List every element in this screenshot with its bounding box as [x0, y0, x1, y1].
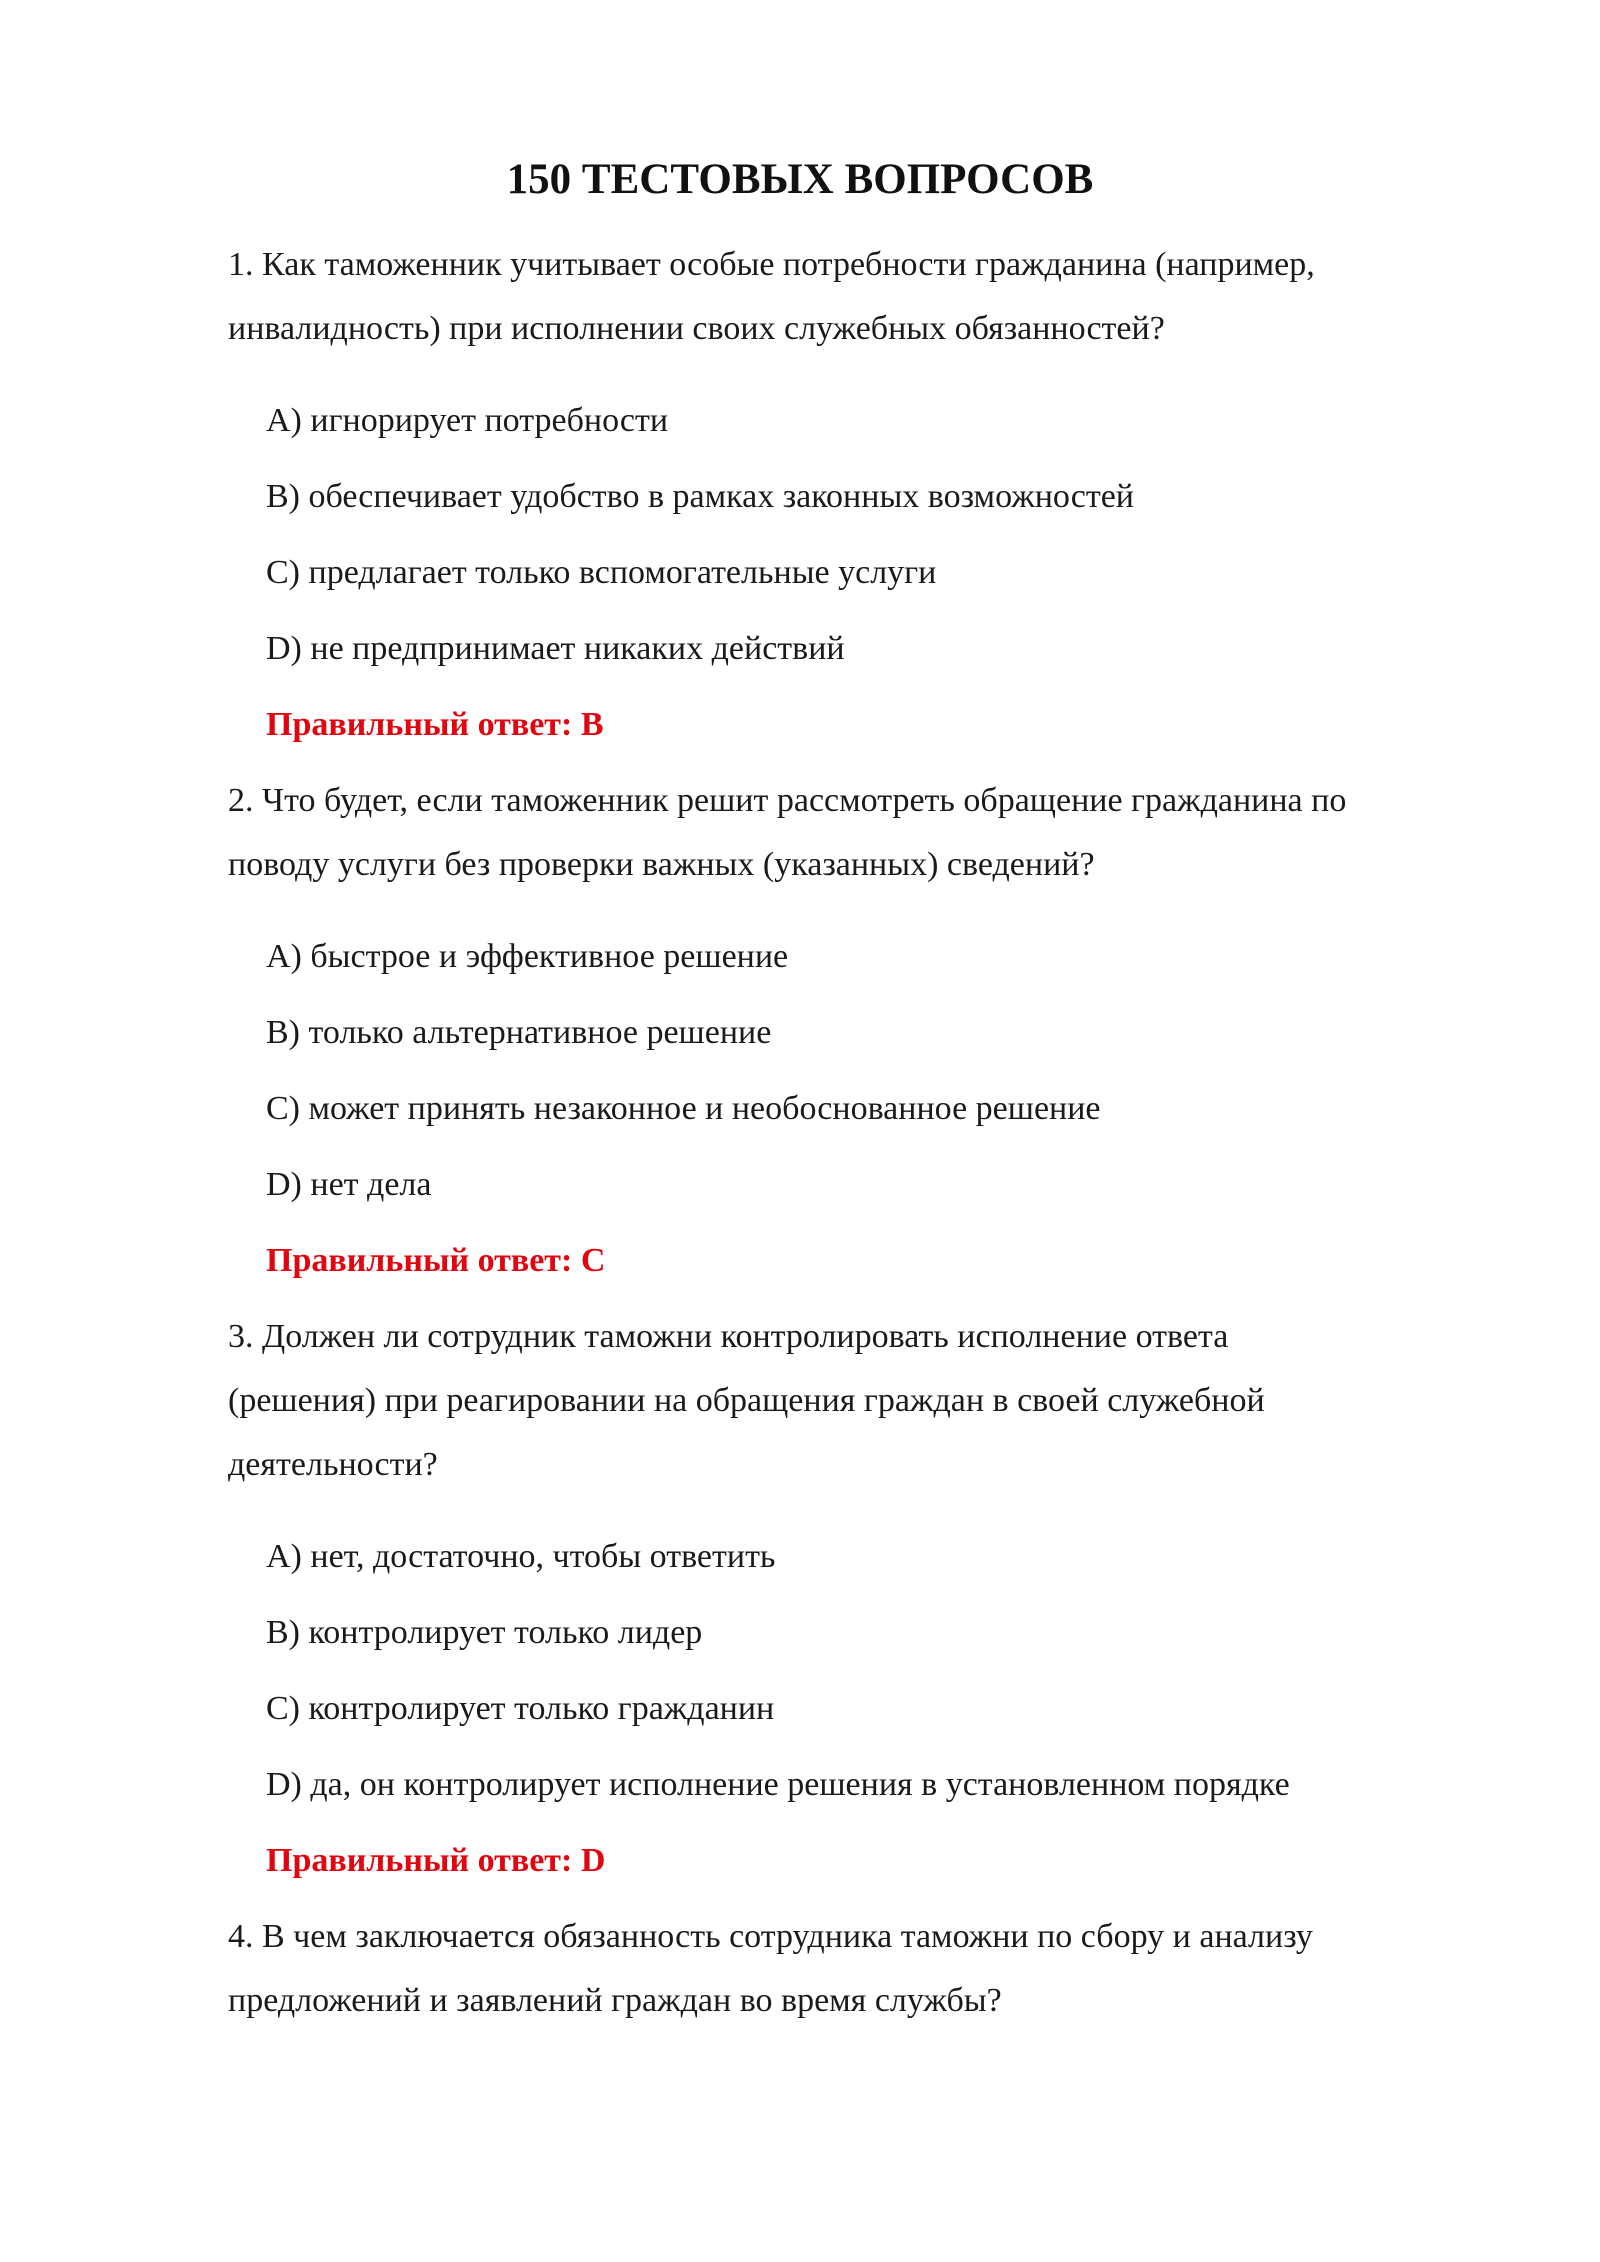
- question-3-option-b: B) контролирует только лидер: [266, 1614, 703, 1651]
- question-2-option-b: B) только альтернативное решение: [266, 1014, 772, 1051]
- question-3-text-line-3: деятельности?: [228, 1446, 438, 1483]
- question-4-text-line-1: 4. В чем заключается обязанность сотрудника таможни по сбору и анализу: [228, 1918, 1313, 1955]
- question-3-correct-answer: Правильный ответ: D: [266, 1842, 606, 1879]
- question-1-option-c: C) предлагает только вспомогательные услуги: [266, 554, 937, 591]
- question-3-option-d: D) да, он контролирует исполнение решения в установленном порядке: [266, 1766, 1290, 1803]
- question-3-text-line-1: 3. Должен ли сотрудник таможни контролировать исполнение ответа: [228, 1318, 1229, 1355]
- question-1-option-b: B) обеспечивает удобство в рамках законных возможностей: [266, 478, 1134, 515]
- question-2-text-line-1: 2. Что будет, если таможенник решит рассмотреть обращение гражданина по: [228, 782, 1347, 819]
- question-3-text-line-2: (решения) при реагировании на обращения граждан в своей служебной: [228, 1382, 1265, 1419]
- question-1-text-line-2: инвалидность) при исполнении своих служебных обязанностей?: [228, 310, 1165, 347]
- question-2-option-a: A) быстрое и эффективное решение: [266, 938, 789, 975]
- question-1-option-d: D) не предпринимает никаких действий: [266, 630, 845, 667]
- question-2-option-c: C) может принять незаконное и необоснованное решение: [266, 1090, 1101, 1127]
- question-1-text-line-1: 1. Как таможенник учитывает особые потребности гражданина (например,: [228, 246, 1315, 283]
- question-3-option-a: A) нет, достаточно, чтобы ответить: [266, 1538, 776, 1575]
- question-2-text-line-2: поводу услуги без проверки важных (указанных) сведений?: [228, 846, 1095, 883]
- question-3-option-c: C) контролирует только гражданин: [266, 1690, 775, 1727]
- question-2-correct-answer: Правильный ответ: C: [266, 1242, 606, 1279]
- question-2-option-d: D) нет дела: [266, 1166, 432, 1203]
- question-1-correct-answer: Правильный ответ: B: [266, 706, 604, 743]
- question-1-option-a: A) игнорирует потребности: [266, 402, 669, 439]
- question-4-text-line-2: предложений и заявлений граждан во время службы?: [228, 1982, 1002, 2019]
- page-title: 150 ТЕСТОВЫХ ВОПРОСОВ: [506, 156, 1094, 203]
